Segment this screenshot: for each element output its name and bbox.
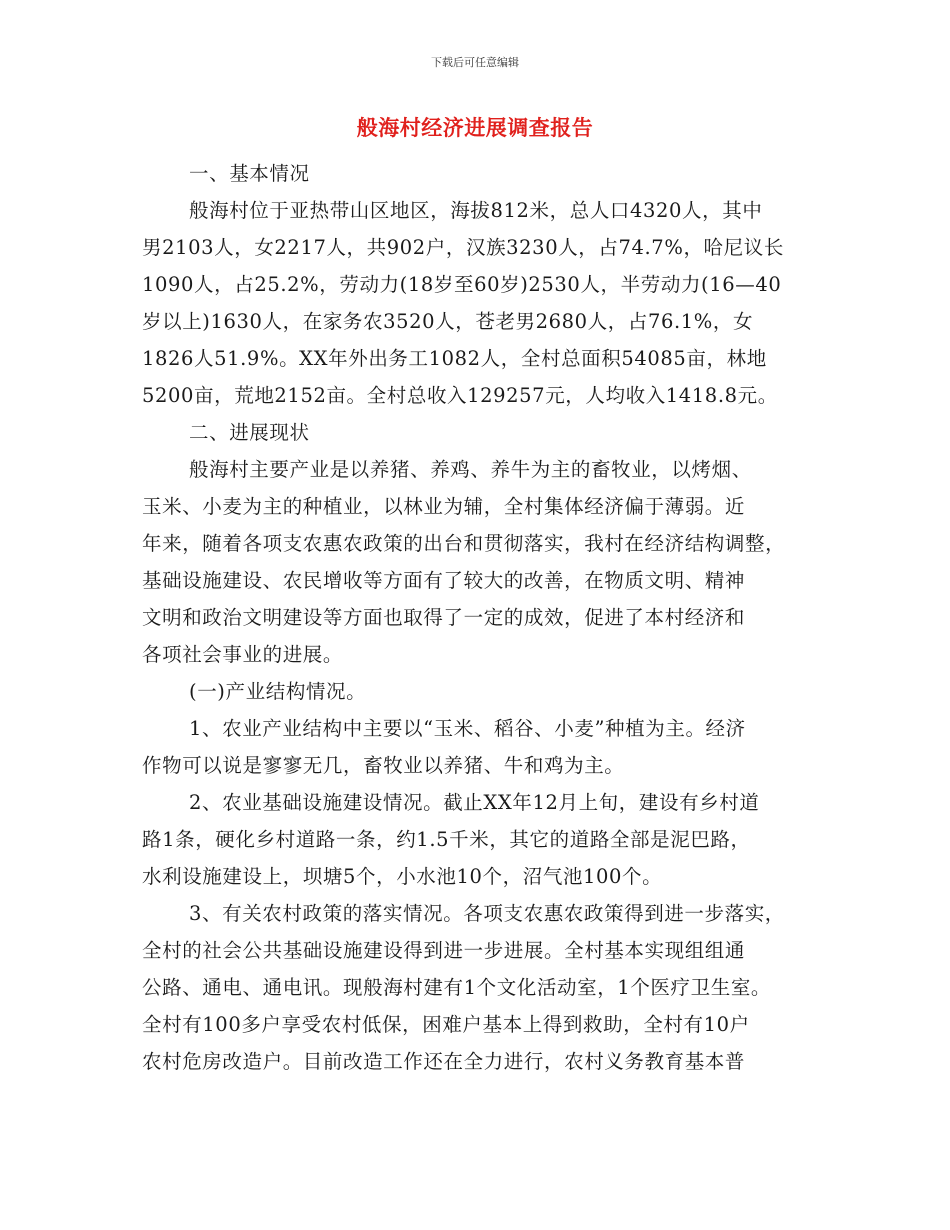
body-line: 1826人51.9%。XX年外出务工1082人，全村总面积54085亩，林地 <box>142 347 767 370</box>
body-line: 玉米、小麦为主的种植业，以林业为辅，全村集体经济偏于薄弱。近 <box>142 495 746 518</box>
body-line: 全村有100多户享受农村低保，困难户基本上得到救助，全村有10户 <box>142 1013 750 1036</box>
body-line: 5200亩，荒地2152亩。全村总收入129257元，人均收入1418.8元。 <box>142 384 778 407</box>
body-line: 年来，随着各项支农惠农政策的出台和贯彻落实，我村在经济结构调整， <box>142 532 786 555</box>
body-line: 3、有关农村政策的落实情况。各项支农惠农政策得到进一步落实， <box>189 902 785 925</box>
body-line: 文明和政治文明建设等方面也取得了一定的成效，促进了本村经济和 <box>142 606 746 629</box>
body-line: 基础设施建设、农民增收等方面有了较大的改善，在物质文明、精神 <box>142 569 746 592</box>
body-line: 2、农业基础设施建设情况。截止XX年12月上旬，建设有乡村道 <box>189 791 760 814</box>
body-line: 1、农业产业结构中主要以“玉米、稻谷、小麦”种植为主。经济 <box>189 717 746 740</box>
body-line: 各项社会事业的进展。 <box>142 643 344 666</box>
body-line: 二、进展现状 <box>189 421 310 444</box>
body-line: 般海村主要产业是以养猪、养鸡、养牛为主的畜牧业，以烤烟、 <box>189 458 752 481</box>
body-line: 全村的社会公共基础设施建设得到进一步进展。全村基本实现组组通 <box>142 939 746 962</box>
document-body <box>142 155 812 1080</box>
body-line: 农村危房改造户。目前改造工作还在全力进行，农村义务教育基本普 <box>142 1050 746 1073</box>
body-line: 作物可以说是寥寥无几，畜牧业以养猪、牛和鸡为主。 <box>142 754 625 777</box>
body-line: 公路、通电、通电讯。现般海村建有1个文化活动室，1个医疗卫生室。 <box>142 976 772 999</box>
body-line: 水利设施建设上，坝塘5个，小水池10个，沼气池100个。 <box>142 865 663 888</box>
body-line: 男2103人，女2217人，共902户，汉族3230人，占74.7%，哈尼议长 <box>142 236 784 259</box>
body-line: (一)产业结构情况。 <box>189 680 367 703</box>
body-line: 岁以上)1630人，在家务农3520人，苍老男2680人，占76.1%，女 <box>142 310 754 333</box>
body-line: 路1条，硬化乡村道路一条，约1.5千米，其它的道路全部是泥巴路， <box>142 828 751 851</box>
document-title: 般海村经济进展调查报告 <box>356 115 594 140</box>
body-line: 一、基本情况 <box>189 162 310 185</box>
body-line: 1090人，占25.2%，劳动力(18岁至60岁)2530人，半劳动力(16—40 <box>142 273 782 296</box>
body-line: 般海村位于亚热带山区地区，海拔812米，总人口4320人，其中 <box>189 199 763 222</box>
header-note: 下载后可任意编辑 <box>431 56 519 69</box>
